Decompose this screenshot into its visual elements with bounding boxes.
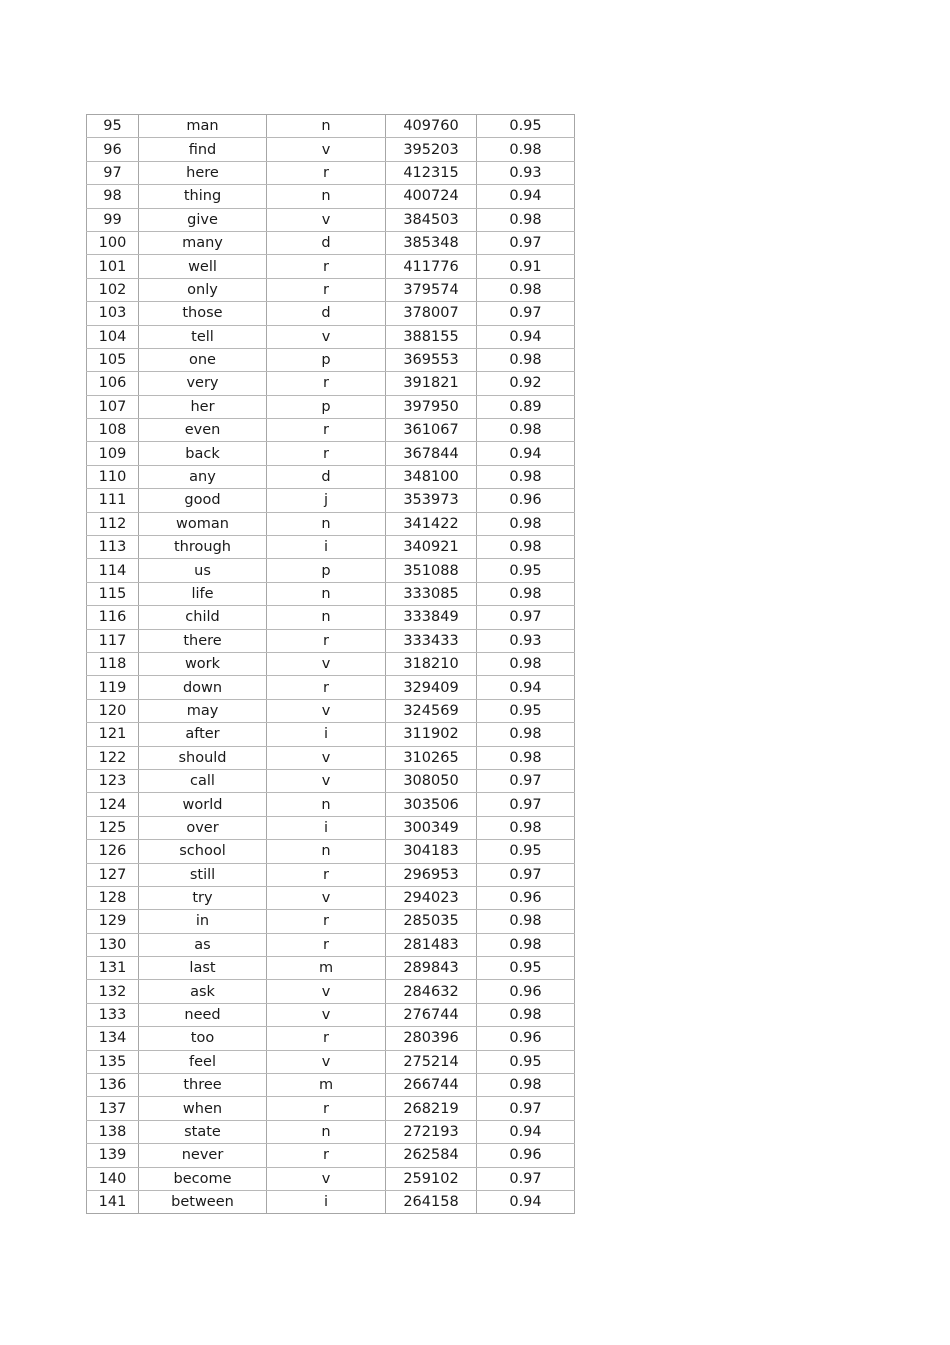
rank-cell: 113 (87, 536, 139, 559)
rank-cell: 102 (87, 278, 139, 301)
word-cell: many (139, 231, 267, 254)
part-of-speech-cell: m (267, 957, 386, 980)
word-cell: over (139, 816, 267, 839)
dispersion-cell: 0.97 (477, 1097, 575, 1120)
part-of-speech-cell: r (267, 1027, 386, 1050)
part-of-speech-cell: i (267, 1190, 386, 1213)
frequency-cell: 353973 (386, 489, 477, 512)
frequency-cell: 340921 (386, 536, 477, 559)
rank-cell: 125 (87, 816, 139, 839)
table-row (87, 489, 575, 512)
table-row (87, 606, 575, 629)
word-cell: work (139, 652, 267, 675)
table-row (87, 255, 575, 278)
part-of-speech-cell: j (267, 489, 386, 512)
word-cell: may (139, 699, 267, 722)
word-cell: even (139, 419, 267, 442)
part-of-speech-cell: i (267, 723, 386, 746)
part-of-speech-cell: r (267, 278, 386, 301)
rank-cell: 96 (87, 138, 139, 161)
table-row (87, 699, 575, 722)
part-of-speech-cell: r (267, 372, 386, 395)
frequency-cell: 268219 (386, 1097, 477, 1120)
table-row (87, 957, 575, 980)
word-cell: as (139, 933, 267, 956)
rank-cell: 124 (87, 793, 139, 816)
frequency-cell: 284632 (386, 980, 477, 1003)
dispersion-cell: 0.97 (477, 1167, 575, 1190)
word-cell: ask (139, 980, 267, 1003)
word-cell: woman (139, 512, 267, 535)
table-row (87, 208, 575, 231)
dispersion-cell: 0.97 (477, 863, 575, 886)
word-cell: school (139, 840, 267, 863)
dispersion-cell: 0.97 (477, 769, 575, 792)
frequency-cell: 341422 (386, 512, 477, 535)
word-cell: after (139, 723, 267, 746)
part-of-speech-cell: p (267, 559, 386, 582)
frequency-cell: 272193 (386, 1120, 477, 1143)
rank-cell: 100 (87, 231, 139, 254)
part-of-speech-cell: p (267, 395, 386, 418)
part-of-speech-cell: r (267, 419, 386, 442)
dispersion-cell: 0.96 (477, 1027, 575, 1050)
frequency-cell: 311902 (386, 723, 477, 746)
table-row (87, 816, 575, 839)
rank-cell: 141 (87, 1190, 139, 1213)
word-cell: those (139, 302, 267, 325)
part-of-speech-cell: r (267, 161, 386, 184)
rank-cell: 114 (87, 559, 139, 582)
rank-cell: 118 (87, 652, 139, 675)
frequency-cell: 367844 (386, 442, 477, 465)
table-row (87, 302, 575, 325)
table-row (87, 419, 575, 442)
rank-cell: 103 (87, 302, 139, 325)
dispersion-cell: 0.98 (477, 208, 575, 231)
rank-cell: 105 (87, 348, 139, 371)
part-of-speech-cell: n (267, 793, 386, 816)
dispersion-cell: 0.98 (477, 746, 575, 769)
dispersion-cell: 0.96 (477, 1144, 575, 1167)
dispersion-cell: 0.94 (477, 1120, 575, 1143)
dispersion-cell: 0.98 (477, 536, 575, 559)
word-cell: try (139, 886, 267, 909)
part-of-speech-cell: n (267, 606, 386, 629)
word-cell: never (139, 1144, 267, 1167)
word-cell: there (139, 629, 267, 652)
frequency-cell: 388155 (386, 325, 477, 348)
frequency-cell: 333085 (386, 582, 477, 605)
dispersion-cell: 0.95 (477, 559, 575, 582)
dispersion-cell: 0.98 (477, 419, 575, 442)
frequency-cell: 384503 (386, 208, 477, 231)
frequency-cell: 391821 (386, 372, 477, 395)
word-cell: in (139, 910, 267, 933)
rank-cell: 115 (87, 582, 139, 605)
word-cell: well (139, 255, 267, 278)
part-of-speech-cell: v (267, 1003, 386, 1026)
rank-cell: 129 (87, 910, 139, 933)
rank-cell: 121 (87, 723, 139, 746)
word-cell: here (139, 161, 267, 184)
dispersion-cell: 0.92 (477, 372, 575, 395)
frequency-cell: 303506 (386, 793, 477, 816)
word-cell: become (139, 1167, 267, 1190)
frequency-cell: 385348 (386, 231, 477, 254)
dispersion-cell: 0.98 (477, 512, 575, 535)
rank-cell: 116 (87, 606, 139, 629)
part-of-speech-cell: i (267, 816, 386, 839)
table-row (87, 1074, 575, 1097)
frequency-cell: 275214 (386, 1050, 477, 1073)
table-body (87, 115, 575, 1214)
part-of-speech-cell: d (267, 302, 386, 325)
table-row (87, 769, 575, 792)
dispersion-cell: 0.98 (477, 348, 575, 371)
word-frequency-table (86, 114, 575, 1214)
table-row (87, 886, 575, 909)
frequency-cell: 318210 (386, 652, 477, 675)
part-of-speech-cell: n (267, 840, 386, 863)
word-cell: us (139, 559, 267, 582)
rank-cell: 127 (87, 863, 139, 886)
word-cell: state (139, 1120, 267, 1143)
frequency-cell: 379574 (386, 278, 477, 301)
word-cell: any (139, 465, 267, 488)
frequency-cell: 369553 (386, 348, 477, 371)
table-row (87, 1167, 575, 1190)
dispersion-cell: 0.95 (477, 840, 575, 863)
part-of-speech-cell: v (267, 886, 386, 909)
table-row (87, 723, 575, 746)
frequency-cell: 304183 (386, 840, 477, 863)
word-cell: thing (139, 185, 267, 208)
word-cell: need (139, 1003, 267, 1026)
frequency-cell: 296953 (386, 863, 477, 886)
dispersion-cell: 0.98 (477, 465, 575, 488)
word-cell: tell (139, 325, 267, 348)
part-of-speech-cell: r (267, 1144, 386, 1167)
word-cell: still (139, 863, 267, 886)
table-row (87, 1097, 575, 1120)
frequency-cell: 276744 (386, 1003, 477, 1026)
part-of-speech-cell: r (267, 1097, 386, 1120)
table-row (87, 652, 575, 675)
word-cell: call (139, 769, 267, 792)
rank-cell: 117 (87, 629, 139, 652)
rank-cell: 122 (87, 746, 139, 769)
word-cell: feel (139, 1050, 267, 1073)
rank-cell: 106 (87, 372, 139, 395)
word-cell: between (139, 1190, 267, 1213)
word-cell: her (139, 395, 267, 418)
dispersion-cell: 0.96 (477, 886, 575, 909)
dispersion-cell: 0.97 (477, 606, 575, 629)
word-cell: only (139, 278, 267, 301)
part-of-speech-cell: r (267, 255, 386, 278)
frequency-cell: 378007 (386, 302, 477, 325)
rank-cell: 131 (87, 957, 139, 980)
rank-cell: 108 (87, 419, 139, 442)
table-row (87, 1003, 575, 1026)
part-of-speech-cell: r (267, 676, 386, 699)
word-cell: when (139, 1097, 267, 1120)
dispersion-cell: 0.91 (477, 255, 575, 278)
part-of-speech-cell: r (267, 863, 386, 886)
table-row (87, 278, 575, 301)
part-of-speech-cell: v (267, 699, 386, 722)
part-of-speech-cell: p (267, 348, 386, 371)
frequency-cell: 411776 (386, 255, 477, 278)
table-row (87, 372, 575, 395)
word-cell: man (139, 115, 267, 138)
table-row (87, 840, 575, 863)
table-row (87, 512, 575, 535)
frequency-cell: 329409 (386, 676, 477, 699)
frequency-cell: 397950 (386, 395, 477, 418)
frequency-cell: 412315 (386, 161, 477, 184)
word-cell: should (139, 746, 267, 769)
rank-cell: 111 (87, 489, 139, 512)
frequency-cell: 259102 (386, 1167, 477, 1190)
table-row (87, 582, 575, 605)
table-row (87, 1027, 575, 1050)
table-row (87, 536, 575, 559)
frequency-cell: 361067 (386, 419, 477, 442)
table-row (87, 1120, 575, 1143)
table-row (87, 115, 575, 138)
table-row (87, 933, 575, 956)
dispersion-cell: 0.98 (477, 582, 575, 605)
dispersion-cell: 0.93 (477, 161, 575, 184)
rank-cell: 135 (87, 1050, 139, 1073)
table-row (87, 629, 575, 652)
dispersion-cell: 0.94 (477, 1190, 575, 1213)
rank-cell: 119 (87, 676, 139, 699)
dispersion-cell: 0.98 (477, 1003, 575, 1026)
frequency-cell: 266744 (386, 1074, 477, 1097)
part-of-speech-cell: n (267, 115, 386, 138)
rank-cell: 133 (87, 1003, 139, 1026)
part-of-speech-cell: v (267, 980, 386, 1003)
rank-cell: 109 (87, 442, 139, 465)
frequency-cell: 280396 (386, 1027, 477, 1050)
table-row (87, 138, 575, 161)
dispersion-cell: 0.95 (477, 115, 575, 138)
dispersion-cell: 0.94 (477, 325, 575, 348)
table-row (87, 793, 575, 816)
rank-cell: 137 (87, 1097, 139, 1120)
part-of-speech-cell: v (267, 746, 386, 769)
part-of-speech-cell: r (267, 933, 386, 956)
rank-cell: 128 (87, 886, 139, 909)
rank-cell: 101 (87, 255, 139, 278)
table-row (87, 559, 575, 582)
table-row (87, 980, 575, 1003)
frequency-cell: 285035 (386, 910, 477, 933)
dispersion-cell: 0.97 (477, 302, 575, 325)
frequency-cell: 310265 (386, 746, 477, 769)
frequency-cell: 262584 (386, 1144, 477, 1167)
rank-cell: 132 (87, 980, 139, 1003)
part-of-speech-cell: v (267, 138, 386, 161)
part-of-speech-cell: d (267, 231, 386, 254)
part-of-speech-cell: r (267, 910, 386, 933)
dispersion-cell: 0.98 (477, 278, 575, 301)
rank-cell: 95 (87, 115, 139, 138)
table-row (87, 442, 575, 465)
rank-cell: 97 (87, 161, 139, 184)
frequency-cell: 409760 (386, 115, 477, 138)
table-row (87, 231, 575, 254)
part-of-speech-cell: v (267, 652, 386, 675)
frequency-cell: 348100 (386, 465, 477, 488)
table-row (87, 1050, 575, 1073)
rank-cell: 123 (87, 769, 139, 792)
frequency-cell: 289843 (386, 957, 477, 980)
word-cell: one (139, 348, 267, 371)
table-row (87, 1190, 575, 1213)
word-cell: too (139, 1027, 267, 1050)
dispersion-cell: 0.95 (477, 957, 575, 980)
table-row (87, 325, 575, 348)
word-cell: back (139, 442, 267, 465)
word-cell: last (139, 957, 267, 980)
frequency-cell: 264158 (386, 1190, 477, 1213)
dispersion-cell: 0.89 (477, 395, 575, 418)
dispersion-cell: 0.98 (477, 933, 575, 956)
word-cell: find (139, 138, 267, 161)
rank-cell: 140 (87, 1167, 139, 1190)
dispersion-cell: 0.97 (477, 231, 575, 254)
frequency-cell: 333849 (386, 606, 477, 629)
part-of-speech-cell: n (267, 185, 386, 208)
part-of-speech-cell: n (267, 582, 386, 605)
frequency-cell: 333433 (386, 629, 477, 652)
dispersion-cell: 0.98 (477, 723, 575, 746)
frequency-cell: 294023 (386, 886, 477, 909)
rank-cell: 98 (87, 185, 139, 208)
word-cell: good (139, 489, 267, 512)
part-of-speech-cell: m (267, 1074, 386, 1097)
rank-cell: 138 (87, 1120, 139, 1143)
table-row (87, 1144, 575, 1167)
dispersion-cell: 0.93 (477, 629, 575, 652)
part-of-speech-cell: r (267, 442, 386, 465)
dispersion-cell: 0.95 (477, 699, 575, 722)
frequency-cell: 351088 (386, 559, 477, 582)
dispersion-cell: 0.95 (477, 1050, 575, 1073)
part-of-speech-cell: v (267, 769, 386, 792)
table-row (87, 910, 575, 933)
part-of-speech-cell: v (267, 1167, 386, 1190)
table-row (87, 863, 575, 886)
rank-cell: 130 (87, 933, 139, 956)
part-of-speech-cell: i (267, 536, 386, 559)
rank-cell: 136 (87, 1074, 139, 1097)
part-of-speech-cell: v (267, 325, 386, 348)
rank-cell: 110 (87, 465, 139, 488)
word-cell: through (139, 536, 267, 559)
rank-cell: 99 (87, 208, 139, 231)
word-cell: world (139, 793, 267, 816)
frequency-cell: 324569 (386, 699, 477, 722)
part-of-speech-cell: n (267, 1120, 386, 1143)
rank-cell: 126 (87, 840, 139, 863)
table-row (87, 395, 575, 418)
word-cell: very (139, 372, 267, 395)
frequency-cell: 395203 (386, 138, 477, 161)
word-cell: three (139, 1074, 267, 1097)
dispersion-cell: 0.98 (477, 138, 575, 161)
rank-cell: 107 (87, 395, 139, 418)
dispersion-cell: 0.96 (477, 489, 575, 512)
dispersion-cell: 0.94 (477, 185, 575, 208)
frequency-cell: 400724 (386, 185, 477, 208)
table-row (87, 185, 575, 208)
part-of-speech-cell: v (267, 208, 386, 231)
dispersion-cell: 0.96 (477, 980, 575, 1003)
word-cell: life (139, 582, 267, 605)
word-cell: give (139, 208, 267, 231)
rank-cell: 139 (87, 1144, 139, 1167)
dispersion-cell: 0.98 (477, 1074, 575, 1097)
dispersion-cell: 0.98 (477, 910, 575, 933)
table-row (87, 161, 575, 184)
frequency-cell: 300349 (386, 816, 477, 839)
rank-cell: 120 (87, 699, 139, 722)
table-row (87, 676, 575, 699)
frequency-cell: 308050 (386, 769, 477, 792)
part-of-speech-cell: r (267, 629, 386, 652)
dispersion-cell: 0.98 (477, 652, 575, 675)
dispersion-cell: 0.98 (477, 816, 575, 839)
rank-cell: 134 (87, 1027, 139, 1050)
dispersion-cell: 0.94 (477, 442, 575, 465)
dispersion-cell: 0.94 (477, 676, 575, 699)
rank-cell: 104 (87, 325, 139, 348)
table-row (87, 746, 575, 769)
rank-cell: 112 (87, 512, 139, 535)
table-row (87, 465, 575, 488)
part-of-speech-cell: v (267, 1050, 386, 1073)
word-cell: child (139, 606, 267, 629)
dispersion-cell: 0.97 (477, 793, 575, 816)
part-of-speech-cell: n (267, 512, 386, 535)
table-row (87, 348, 575, 371)
word-cell: down (139, 676, 267, 699)
frequency-cell: 281483 (386, 933, 477, 956)
part-of-speech-cell: d (267, 465, 386, 488)
